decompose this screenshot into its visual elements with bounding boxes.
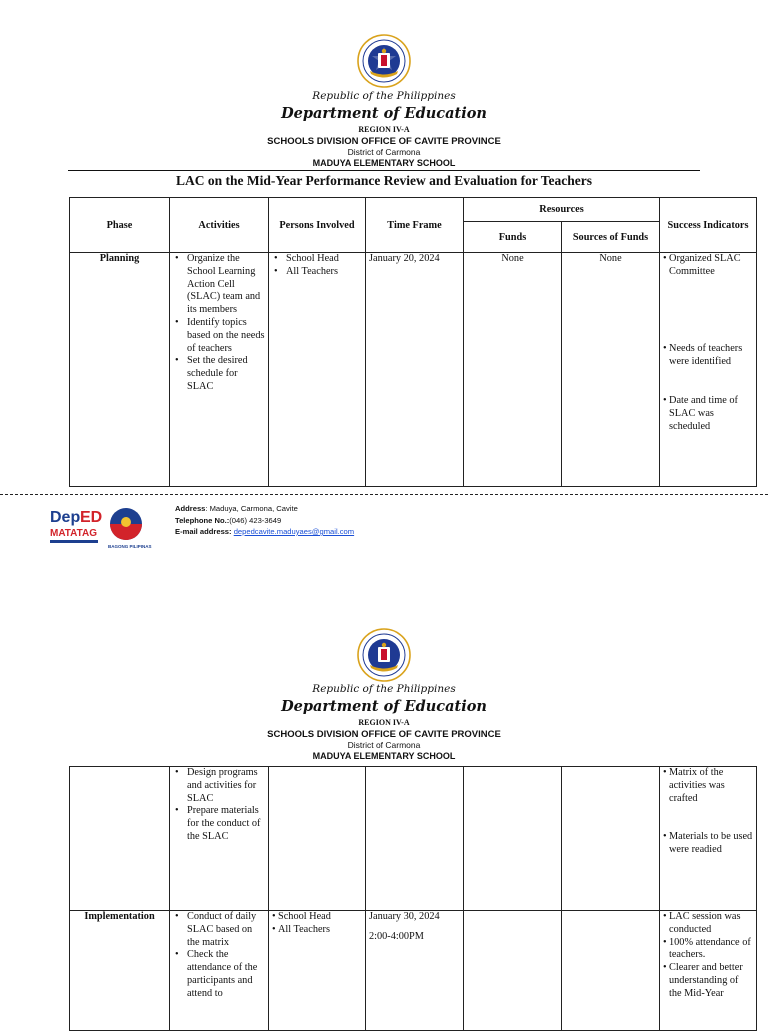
header-persons-involved: Persons Involved [269,198,366,253]
planning-timeframe: January 20, 2024 [366,253,464,487]
footer-divider [0,494,768,495]
list-item: • Matrix of the activities was crafted [669,767,753,831]
department-heading: Department of Education [281,698,487,715]
page-2 [0,620,768,1024]
phone-line: Telephone No.:(046) 423-3649 [175,515,282,525]
list-item: • All Teachers [286,266,362,279]
svg-text:MATATAG: MATATAG [50,528,98,539]
implementation-date: January 30, 2024 [369,911,440,922]
district-heading: District of Carmona [347,740,421,750]
table-row-planning-continued [70,767,757,911]
continued-funds [464,767,562,911]
address-line: Address: Maduya, Carmona, Cavite [175,504,298,513]
region-heading: REGION IV-A [358,718,410,727]
header-funds: Funds [464,222,562,253]
planning-funds: None [464,253,562,487]
implementation-timeframe [366,911,464,1031]
continued-success [660,767,757,911]
republic-heading: Republic of the Philippines [312,90,456,102]
region-heading: REGION IV-A [358,125,410,134]
list-item: • Organize the School Learning Action Cell (SLAC) team and its members [187,253,265,317]
implementation-activities [170,911,269,1031]
list-item: • Needs of teachers were identified [669,343,753,395]
planning-success [660,253,757,487]
list-item: • All Teachers [278,924,362,937]
list-item: • LAC session was conducted [669,911,753,937]
lac-plan-table-continued [69,766,757,1031]
planning-persons [269,253,366,487]
deped-seal-icon [357,628,411,682]
document-title: LAC on the Mid-Year Performance Review and Evaluation for Teachers [175,173,593,188]
implementation-funds [464,911,562,1031]
list-item: • Materials to be used were readied [669,831,753,857]
svg-text:BAGONG PILIPINAS: BAGONG PILIPINAS [108,544,152,549]
list-item: • Check the attendance of the participants and attend to [187,949,265,1000]
phase-planning: Planning [70,253,170,487]
division-heading: SCHOOLS DIVISION OFFICE OF CAVITE PROVINCE [267,136,501,147]
list-item: • School Head [286,253,362,266]
header-success-indicators: Success Indicators [660,198,757,253]
implementation-persons [269,911,366,1031]
list-item: • Design programs and activities for SLAC [187,767,265,805]
header-time-frame: Time Frame [366,198,464,253]
list-item: • Set the desired schedule for SLAC [187,355,265,393]
continued-sources [562,767,660,911]
continued-phase [70,767,170,911]
phase-implementation: Implementation [70,911,170,1031]
table-row-implementation [70,911,757,1031]
continued-activities [170,767,269,911]
email-line: E-mail address: depedcavite.maduyaes@gmail.com [175,527,355,536]
continued-persons [269,767,366,911]
department-heading: Department of Education [281,105,487,122]
list-item: • 100% attendance of teachers. [669,937,753,963]
list-item: • Conduct of daily SLAC based on the matrix [187,911,265,949]
planning-sources: None [562,253,660,487]
continued-timeframe [366,767,464,911]
school-heading: MADUYA ELEMENTARY SCHOOL [312,751,456,761]
list-item: • Clearer and better understanding of the Mid-Year [669,962,753,1000]
header-sources-of-funds: Sources of Funds [562,222,660,253]
list-item: • Prepare materials for the conduct of the SLAC [187,805,265,843]
deped-matatag-logo-icon [48,502,158,550]
header-divider [68,170,700,171]
svg-text:Dep: Dep [50,509,81,526]
header-phase: Phase [70,198,170,253]
list-item: • Identify topics based on the needs of teachers [187,317,265,355]
header-activities: Activities [170,198,269,253]
republic-heading: Republic of the Philippines [312,683,456,695]
implementation-success [660,911,757,1031]
email-link[interactable]: depedcavite.maduyaes@gmail.com [233,527,355,536]
lac-plan-table [69,197,757,487]
planning-activities [170,253,269,487]
list-item: • Organized SLAC Committee [669,253,753,343]
list-item: • Date and time of SLAC was scheduled [669,395,753,433]
header-resources: Resources [464,198,660,222]
list-item: • School Head [278,911,362,924]
svg-text:ED: ED [80,509,103,526]
school-heading: MADUYA ELEMENTARY SCHOOL [312,158,456,168]
deped-seal-icon [357,34,411,88]
table-row-planning [70,253,757,487]
footer-contact [175,503,354,538]
district-heading: District of Carmona [347,147,421,157]
division-heading: SCHOOLS DIVISION OFFICE OF CAVITE PROVINCE [267,729,501,740]
implementation-time: 2:00-4:00PM [369,930,424,942]
implementation-sources [562,911,660,1031]
